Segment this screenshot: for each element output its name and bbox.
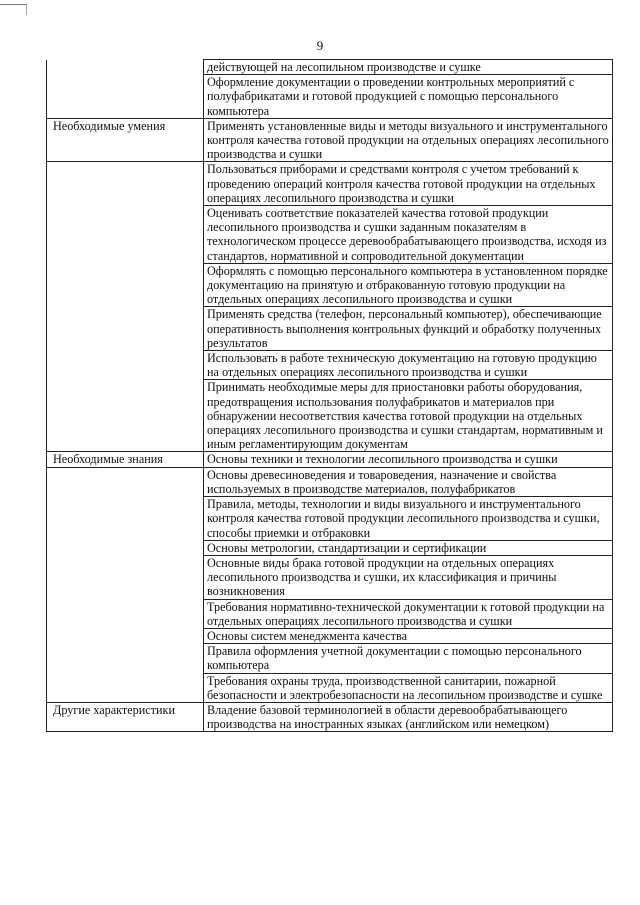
row-text-cell: Применять средства (телефон, персональный компьютер), обеспечивающие оперативность выполнения контрольных функций и обработку полученных результатов: [204, 307, 613, 351]
table-row: [47, 673, 613, 702]
row-category-cell: [47, 673, 204, 702]
row-text-cell: Принимать необходимые меры для приостановки работы оборудования, предотвращения использования полуфабрикатов и материалов при обнаружении несоответствия качества готовой продукции на отдельных операциях лесопильного производства и сушки стандартам, нормативным и иным регламентирующим документам: [204, 380, 613, 452]
table-row: [47, 702, 613, 731]
table-row: [47, 162, 613, 206]
table-row: [47, 452, 613, 467]
table-row: [47, 555, 613, 599]
table-row: [47, 497, 613, 541]
requirements-table: [46, 59, 613, 732]
row-text-cell: Требования охраны труда, производственной санитарии, пожарной безопасности и электробезопасности на лесопильном производстве и сушке: [204, 673, 613, 702]
row-text-cell: Основы техники и технологии лесопильного производства и сушки: [204, 452, 613, 467]
row-text-cell: Требования нормативно-технической документации к готовой продукции на отдельных операциях лесопильного производства и сушки: [204, 599, 613, 628]
row-text-cell: Правила, методы, технологии и виды визуального и инструментального контроля качества готовой продукции лесопильного производства и сушки, способы приемки и отбраковки: [204, 497, 613, 541]
table-row: [47, 628, 613, 643]
table-row: [47, 644, 613, 673]
row-text-cell: Основы систем менеджмента качества: [204, 628, 613, 643]
table-row: [47, 206, 613, 264]
table-row: [47, 263, 613, 307]
row-category-cell: Необходимые умения: [47, 118, 204, 162]
row-text-cell: Использовать в работе техническую документацию на готовую продукцию на отдельных операциях лесопильного производства и сушки: [204, 351, 613, 380]
table-row: [47, 380, 613, 452]
row-category-cell: [47, 380, 204, 452]
row-category-cell: [47, 497, 204, 541]
row-text-cell: Основы древесиноведения и товароведения, назначение и свойства используемых в производстве материалов, полуфабрикатов: [204, 467, 613, 496]
row-text-cell: Владение базовой терминологией в области деревообрабатывающего производства на иностранных языках (английском или немецком): [204, 702, 613, 731]
scan-corner-mark: [0, 4, 27, 15]
table-row: [47, 467, 613, 496]
row-text-cell: Основы метрологии, стандартизации и сертификации: [204, 540, 613, 555]
row-text-cell: Пользоваться приборами и средствами контроля с учетом требований к проведению операций контроля качества готовой продукции на отдельных операциях лесопильного производства и сушки: [204, 162, 613, 206]
table-row: [47, 540, 613, 555]
row-category-cell: [47, 60, 204, 75]
row-category-cell: [47, 467, 204, 496]
row-category-cell: [47, 206, 204, 264]
row-text-cell: Основные виды брака готовой продукции на отдельных операциях лесопильного производства и сушки, их классификация и причины возникновения: [204, 555, 613, 599]
row-text-cell: Правила оформления учетной документации с помощью персонального компьютера: [204, 644, 613, 673]
table-row: [47, 599, 613, 628]
row-category-cell: [47, 555, 204, 599]
row-category-cell: [47, 351, 204, 380]
requirements-table-body: [47, 60, 613, 732]
row-category-cell: [47, 162, 204, 206]
row-text-cell: Оформлять с помощью персонального компьютера в установленном порядке документацию на принятую и отбракованную готовую продукции на отдельных операциях лесопильного производства и сушки: [204, 263, 613, 307]
row-text-cell: Оценивать соответствие показателей качества готовой продукции лесопильного производства и сушки заданным показателям в технологическом процессе деревообрабатывающего производства, исходя из стандартов, нормативной и сопроводительной документации: [204, 206, 613, 264]
row-text-cell: действующей на лесопильном производстве и сушке: [204, 60, 613, 75]
page-number: 9: [316, 38, 324, 53]
table-row: [47, 118, 613, 162]
row-category-cell: Другие характеристики: [47, 702, 204, 731]
table-row: [47, 75, 613, 119]
table-row: [47, 60, 613, 75]
row-category-cell: [47, 644, 204, 673]
row-category-cell: [47, 75, 204, 119]
table-row: [47, 351, 613, 380]
row-category-cell: [47, 599, 204, 628]
row-text-cell: Применять установленные виды и методы визуального и инструментального контроля качества готовой продукции на отдельных операциях лесопильного производства и сушки: [204, 118, 613, 162]
row-category-cell: [47, 263, 204, 307]
row-category-cell: [47, 307, 204, 351]
row-category-cell: [47, 540, 204, 555]
row-category-cell: Необходимые знания: [47, 452, 204, 467]
row-text-cell: Оформление документации о проведении контрольных мероприятий с полуфабрикатами и готовой продукцией с помощью персонального компьютера: [204, 75, 613, 119]
table-row: [47, 307, 613, 351]
row-category-cell: [47, 628, 204, 643]
